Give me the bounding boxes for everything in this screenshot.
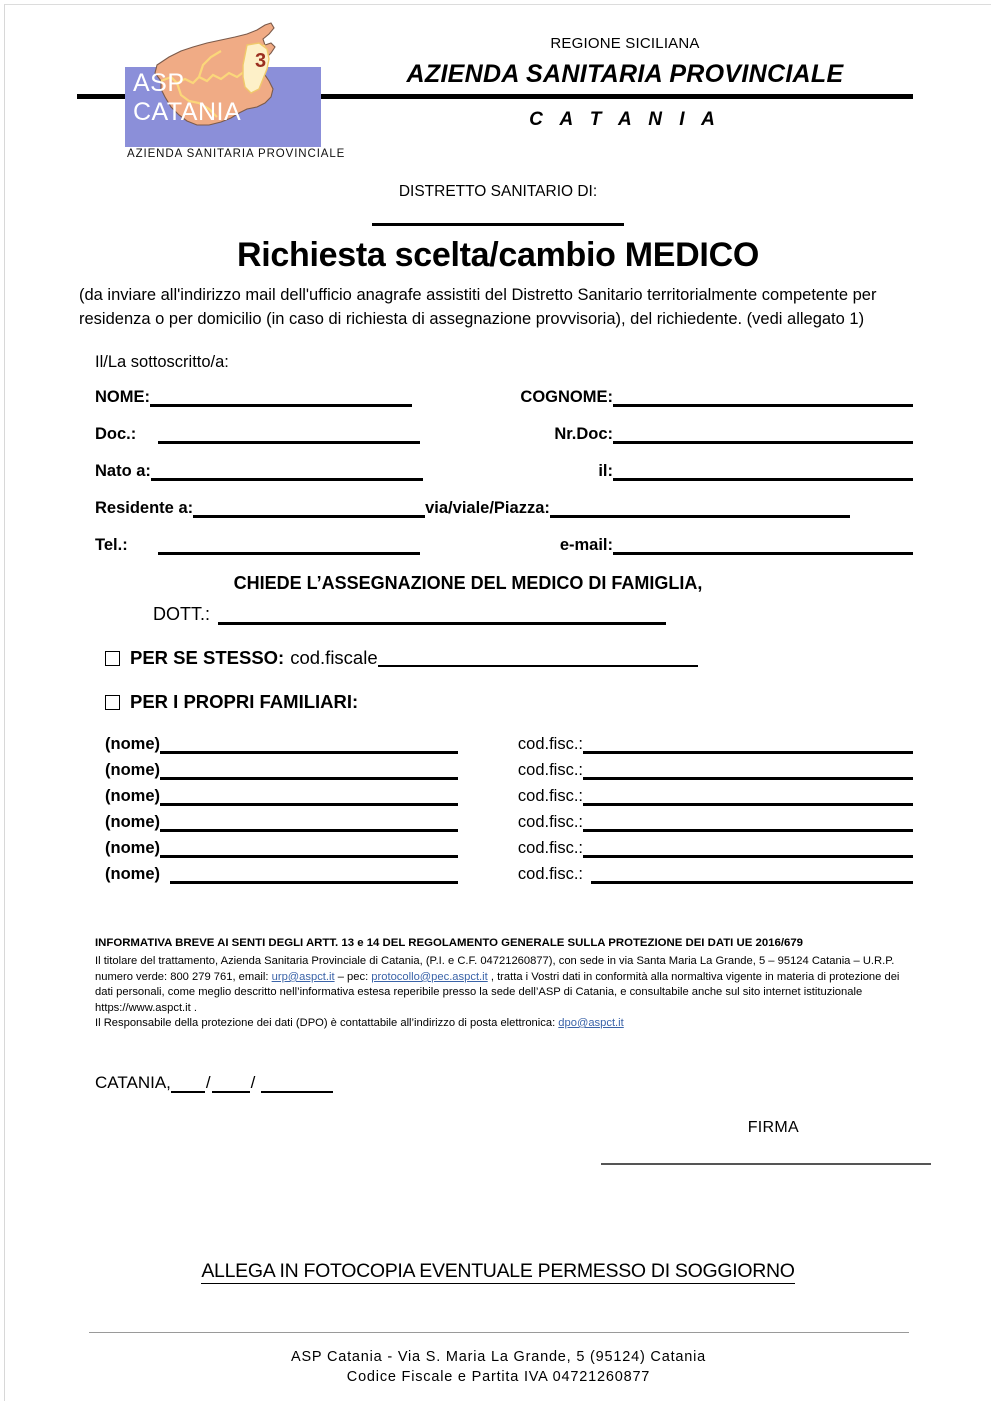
privacy-text-c: , tratta i Vostri dati in conformità alla normaltiva vigente in materia di protezione dei dati personali, come meglio descritto nell’informativa estesa reperibile presso la sede dell’ASP di Catania, e consultabile anche sul sito internet istituzionale https://www.aspct.it . [95,970,900,1014]
input-nrdoc[interactable] [613,425,913,444]
label-firma: FIRMA [747,1119,799,1137]
input-tel[interactable] [158,536,420,555]
privacy-text-a: Il titolare del trattamento, Azienda Sanitaria Provinciale di Catania, (P.I. e C.F. 04721260877), con sede in via Santa Maria La Grande, 5 – 95124 Catania – U.R.P. numero verde: 800 279 761, email: [95,955,895,983]
label-nome-familiare: (nome) [105,839,160,857]
label-nome-familiare: (nome) [105,813,160,831]
input-cod-fisc-familiare[interactable] [583,761,913,780]
privacy-paragraph-1 [95,954,913,1016]
input-day[interactable] [171,1078,205,1093]
label-nome-familiare: (nome) [105,865,160,883]
family-members-table [95,735,913,884]
input-via-viale-piazza[interactable] [550,499,850,518]
label-nome-familiare: (nome) [105,787,160,805]
label-via-viale-piazza: via/viale/Piazza: [425,499,550,517]
link-dpo-email[interactable]: dpo@aspct.it [558,1017,624,1030]
header-agency-line: AZIENDA SANITARIA PROVINCIALE [406,60,844,88]
label-nome-familiare: (nome) [105,761,160,779]
label-cognome: COGNOME: [520,388,613,406]
label-cod-fisc: cod.fisc.: [517,761,583,779]
label-nome: NOME: [95,388,150,406]
privacy-dpo-text: Il Responsabile della protezione dei dati (DPO) è contattabile all’indirizzo di posta elettronica: [95,1017,559,1030]
link-pec-email[interactable]: protocollo@pec.aspct.it [371,970,488,983]
document-page [4,4,991,1401]
header-region-line: REGIONE SICILIANA [550,35,700,52]
label-tel: Tel.: [95,536,128,554]
input-cod-fisc-familiare[interactable] [583,735,913,754]
input-nome-familiare[interactable] [160,761,458,780]
label-cod-fiscale: cod.fiscale [290,647,378,668]
privacy-paragraph-2 [95,1016,913,1031]
page-subtitle: (da inviare all'indirizzo mail dell'ufficio anagrafe assistiti del Distretto Sanitario territorialmente competente per residenza o per domicilio (in caso di richiesta di assegnazione provvisoria), del richiedente. (vedi allegato 1) [79,286,877,328]
signature-block [5,1073,991,1165]
request-heading: CHIEDE L’ASSEGNAZIONE DEL MEDICO DI FAMIGLIA, [233,573,703,593]
asp-catania-logo [119,21,346,160]
label-per-i-propri-familiari: PER I PROPRI FAMILIARI: [130,691,359,712]
form-intro: Il/La sottoscritto/a: [95,353,229,371]
label-cod-fisc: cod.fisc.: [517,865,583,883]
form-row-doc [95,425,913,444]
date-row [95,1073,931,1093]
input-doc[interactable] [158,425,420,444]
date-slash-1: / [205,1073,211,1093]
input-nome-familiare[interactable] [160,813,458,832]
label-cod-fisc: cod.fisc.: [517,787,583,805]
input-nato-a[interactable] [151,462,423,481]
form-row-nato [95,462,913,481]
table-row [105,761,913,780]
input-cognome[interactable] [613,388,913,407]
checkbox-per-i-propri-familiari-icon[interactable] [105,695,120,710]
label-nome-familiare: (nome) [105,735,160,753]
logo-subtitle: AZIENDA SANITARIA PROVINCIALE [127,148,346,160]
checkbox-row-per-se-stesso[interactable] [95,647,913,669]
input-email[interactable] [613,536,913,555]
privacy-title: INFORMATIVA BREVE AI SENTI DEGLI ARTT. 13 e 14 DEL REGOLAMENTO GENERALE SULLA PROTEZIONE DEI DATI UE 2016/679 [95,937,804,949]
label-cod-fisc: cod.fisc.: [517,813,583,831]
input-residente-a[interactable] [193,499,425,518]
form-row-tel-email [95,536,913,555]
table-row [105,865,913,884]
form-row-residente [95,499,913,518]
input-nome-familiare[interactable] [160,735,458,754]
doctor-row [5,604,991,625]
logo-city: CATANIA [133,98,242,126]
privacy-notice [95,936,913,1031]
label-cod-fisc: cod.fisc.: [517,839,583,857]
input-nome[interactable] [150,388,412,407]
header-city-line: C A T A N I A [529,109,721,130]
date-slash-2: / [250,1073,256,1093]
checkbox-row-per-i-propri-familiari[interactable] [95,691,913,713]
input-nome-familiare[interactable] [170,865,458,884]
table-row [105,735,913,754]
input-cod-fisc-familiare[interactable] [583,813,913,832]
header-rule-right [311,94,913,99]
form-row-nome-cognome [95,388,913,407]
input-dott[interactable] [218,605,666,625]
input-cod-fisc-familiare[interactable] [583,787,913,806]
document-footer [5,1347,991,1387]
table-row [105,787,913,806]
table-row [105,813,913,832]
table-row [105,839,913,858]
input-nome-familiare[interactable] [160,787,458,806]
label-il: il: [598,462,613,480]
label-cod-fisc: cod.fisc.: [517,735,583,753]
input-signature[interactable] [601,1163,931,1165]
link-urp-email[interactable]: urp@aspct.it [271,970,335,983]
label-dott: DOTT.: [153,604,210,624]
map-number-3: 3 [255,50,267,72]
checkbox-per-se-stesso-icon[interactable] [105,651,120,666]
footer-address: ASP Catania - Via S. Maria La Grande, 5 (95124) Catania [290,1349,707,1365]
input-il[interactable] [613,462,913,481]
attachment-note-text: ALLEGA IN FOTOCOPIA EVENTUALE PERMESSO DI SOGGIORNO [201,1260,795,1283]
input-cod-fisc-familiare[interactable] [583,839,913,858]
input-cod-fiscale-self[interactable] [378,650,698,667]
input-year[interactable] [261,1078,333,1093]
page-title: Richiesta scelta/cambio MEDICO [237,236,759,274]
district-blank-line[interactable] [372,223,624,226]
input-month[interactable] [212,1078,250,1093]
footer-divider [89,1332,909,1333]
label-email: e-mail: [559,536,613,554]
attachment-note [5,1260,991,1283]
applicant-form [5,353,991,555]
privacy-text-b: – pec: [334,970,372,983]
label-residente-a: Residente a: [95,499,194,517]
logo-acronym: ASP [133,69,185,97]
label-per-se-stesso: PER SE STESSO: [130,647,285,668]
label-doc: Doc.: [95,425,137,443]
input-cod-fisc-familiare[interactable] [591,865,913,884]
footer-fiscal-code: Codice Fiscale e Partita IVA 04721260877 [346,1369,651,1385]
label-catania-place: CATANIA, [95,1073,171,1093]
input-nome-familiare[interactable] [160,839,458,858]
label-nato-a: Nato a: [95,462,151,480]
district-label: DISTRETTO SANITARIO DI: [398,183,598,200]
label-nrdoc: Nr.Doc: [554,425,613,443]
document-header [5,5,991,160]
